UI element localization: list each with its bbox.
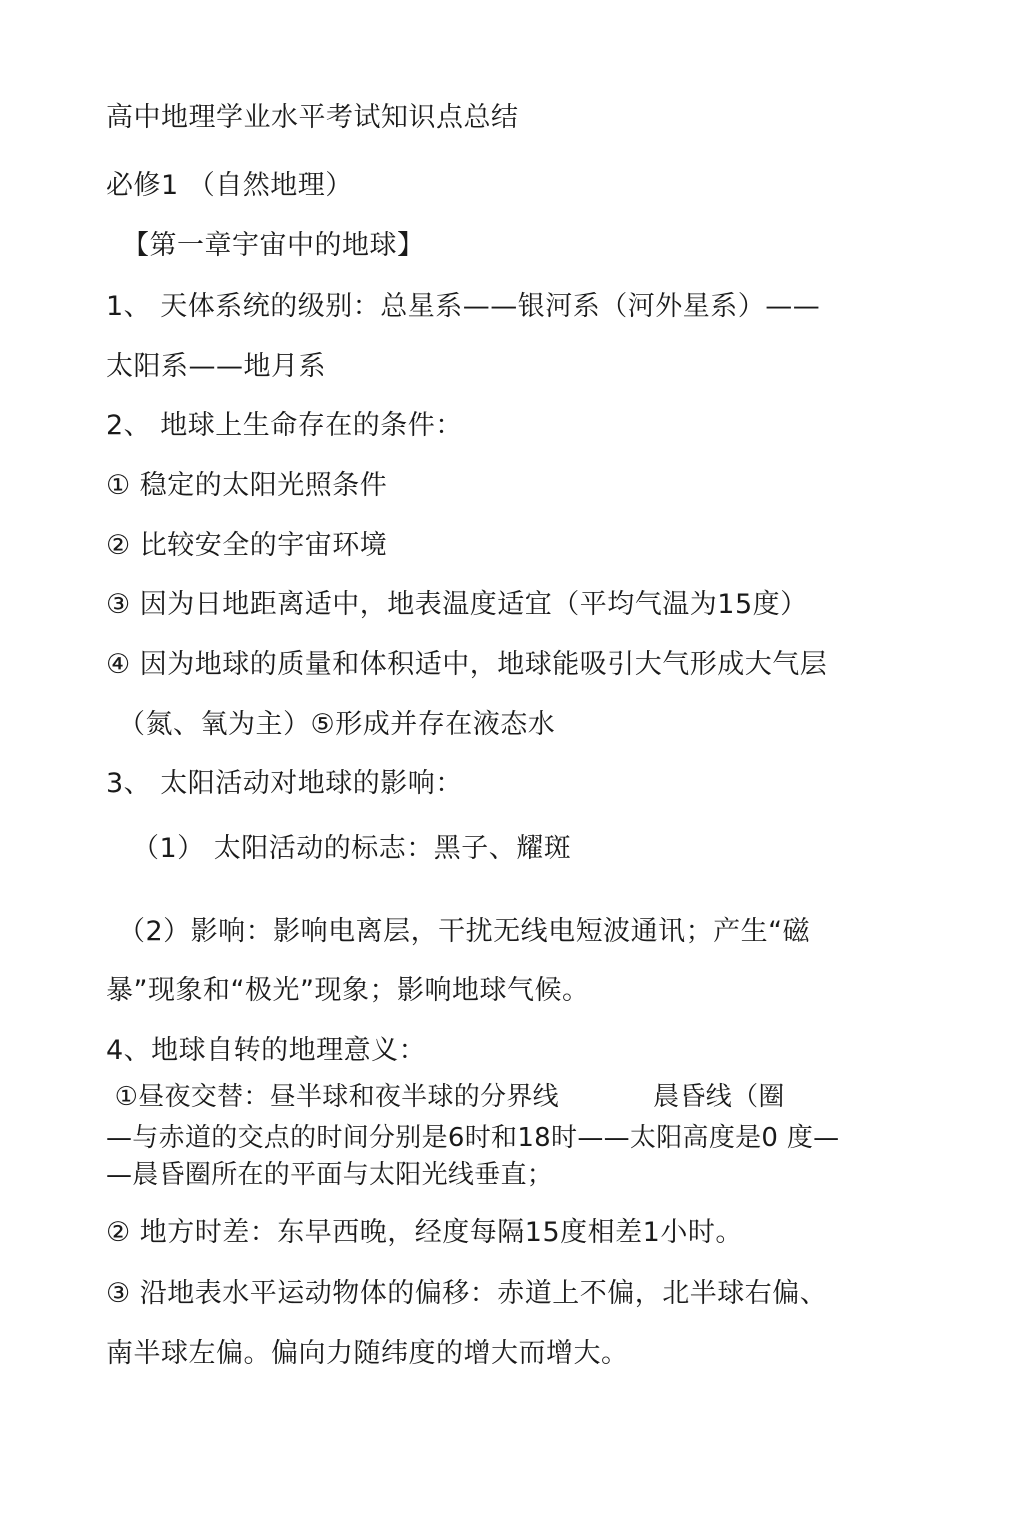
section-2-heading: 2、 地球上生命存在的条件： (106, 410, 463, 441)
section-4-item-3-line-2: 南半球左偏。偏向力随纬度的增大而增大。 (106, 1338, 629, 1369)
section-1-line-2: 太阳系——地月系 (106, 351, 326, 382)
section-4-item-1-line-2: —与赤道的交点的时间分别是6时和18时——太阳高度是0 度— (106, 1123, 840, 1153)
section-2-item-2: ② 比较安全的宇宙环境 (106, 530, 388, 561)
section-3-heading: 3、 太阳活动对地球的影响： (106, 768, 463, 799)
section-2-item-1: ① 稳定的太阳光照条件 (106, 470, 388, 501)
section-2-item-4-line-1: ④ 因为地球的质量和体积适中，地球能吸引大气形成大气层 (106, 649, 828, 680)
section-2-item-3: ③ 因为日地距离适中，地表温度适宜（平均气温为15度） (106, 589, 808, 620)
section-4-item-2: ② 地方时差：东早西晚，经度每隔15度相差1小时。 (106, 1217, 743, 1248)
section-1-line-1: 1、 天体系统的级别：总星系——银河系（河外星系）—— (106, 291, 821, 322)
section-3-item-1: （1） 太阳活动的标志：黑子、耀斑 (132, 833, 572, 864)
page-subtitle: 必修1 （自然地理） (106, 170, 353, 201)
section-4-item-3-line-1: ③ 沿地表水平运动物体的偏移：赤道上不偏，北半球右偏、 (106, 1278, 828, 1309)
chapter-heading: 【第一章宇宙中的地球】 (122, 230, 425, 261)
page-title: 高中地理学业水平考试知识点总结 (106, 102, 519, 133)
section-2-item-4-line-2: （氮、氧为主）⑤形成并存在液态水 (118, 709, 556, 740)
section-3-item-2-line-1: （2）影响：影响电离层，干扰无线电短波通讯；产生“磁 (118, 916, 811, 947)
section-3-item-2-line-2: 暴”现象和“极光”现象；影响地球气候。 (106, 975, 590, 1006)
section-4-item-1-line-1: ①昼夜交替：昼半球和夜半球的分界线 晨昏线（圈 (106, 1082, 785, 1112)
section-4-item-1-line-3: —晨昏圈所在的平面与太阳光线垂直； (106, 1160, 554, 1190)
section-4-heading: 4、地球自转的地理意义： (106, 1035, 427, 1066)
